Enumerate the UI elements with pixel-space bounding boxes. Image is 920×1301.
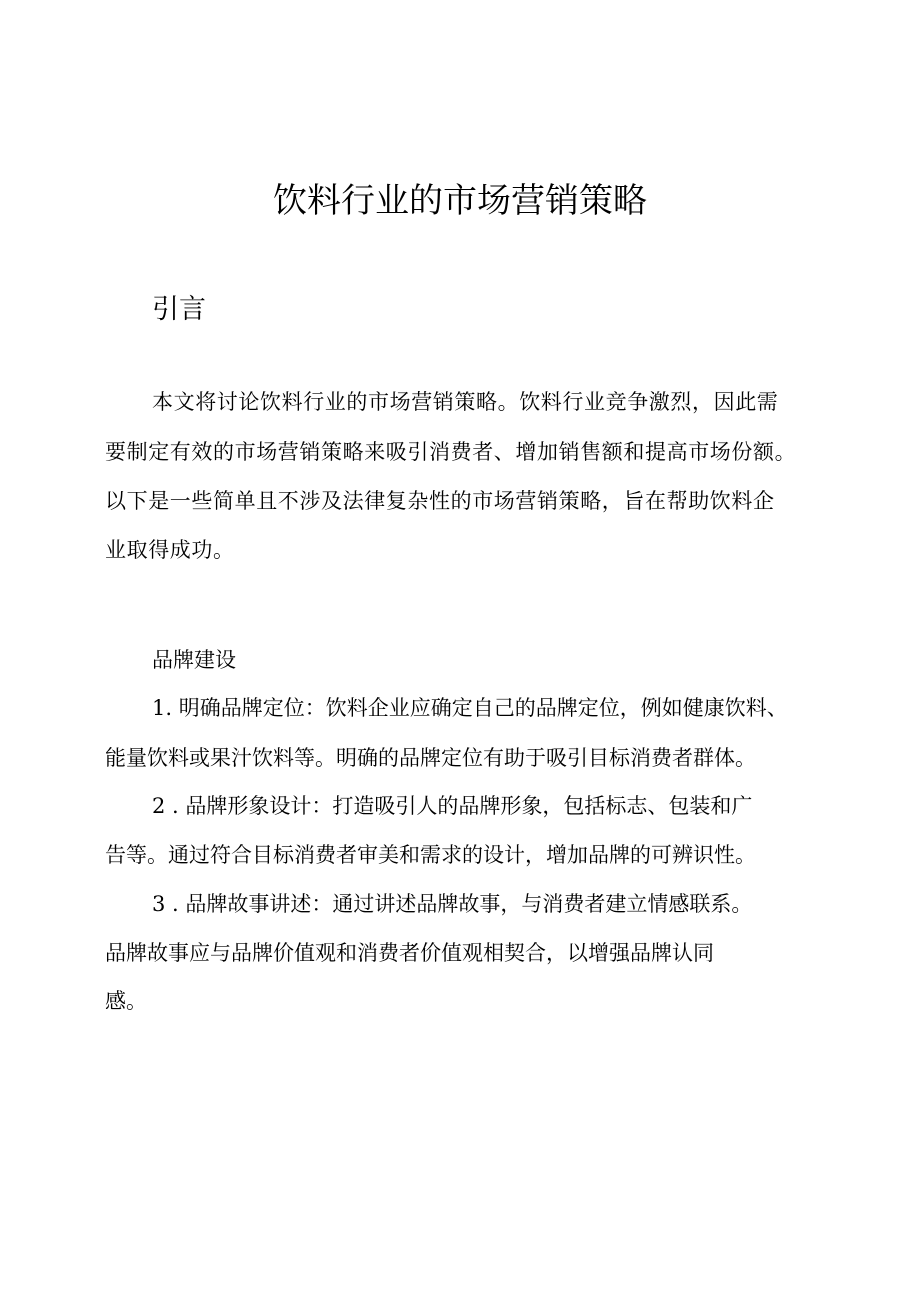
- brand-item-line: 感。: [105, 989, 147, 1013]
- brand-item-line: 1. 明确品牌定位：饮料企业应确定自己的品牌定位，例如健康饮料、: [152, 696, 788, 720]
- intro-line: 要制定有效的市场营销策略来吸引消费者、增加销售额和提高市场份额。: [105, 440, 797, 464]
- document-title: 饮料行业的市场营销策略: [273, 181, 647, 221]
- intro-line: 业取得成功。: [105, 538, 235, 562]
- intro-heading: 引言: [152, 294, 206, 325]
- brand-item-line: 品牌故事应与品牌价值观和消费者价值观相契合，以增强品牌认同: [105, 941, 714, 965]
- brand-item-line: 2 . 品牌形象设计：打造吸引人的品牌形象，包括标志、包装和广: [152, 794, 753, 818]
- intro-line: 以下是一些简单且不涉及法律复杂性的市场营销策略，旨在帮助饮料企: [105, 489, 775, 513]
- brand-item-line: 能量饮料或果汁饮料等。明确的品牌定位有助于吸引目标消费者群体。: [105, 746, 756, 770]
- brand-item-line: 告等。通过符合目标消费者审美和需求的设计，增加品牌的可辨识性。: [105, 843, 756, 867]
- brand-item-line: 3 . 品牌故事讲述：通过讲述品牌故事，与消费者建立情感联系。: [152, 892, 753, 916]
- intro-line: 本文将讨论饮料行业的市场营销策略。饮料行业竞争激烈，因此需: [152, 390, 779, 414]
- brand-heading: 品牌建设: [152, 648, 236, 672]
